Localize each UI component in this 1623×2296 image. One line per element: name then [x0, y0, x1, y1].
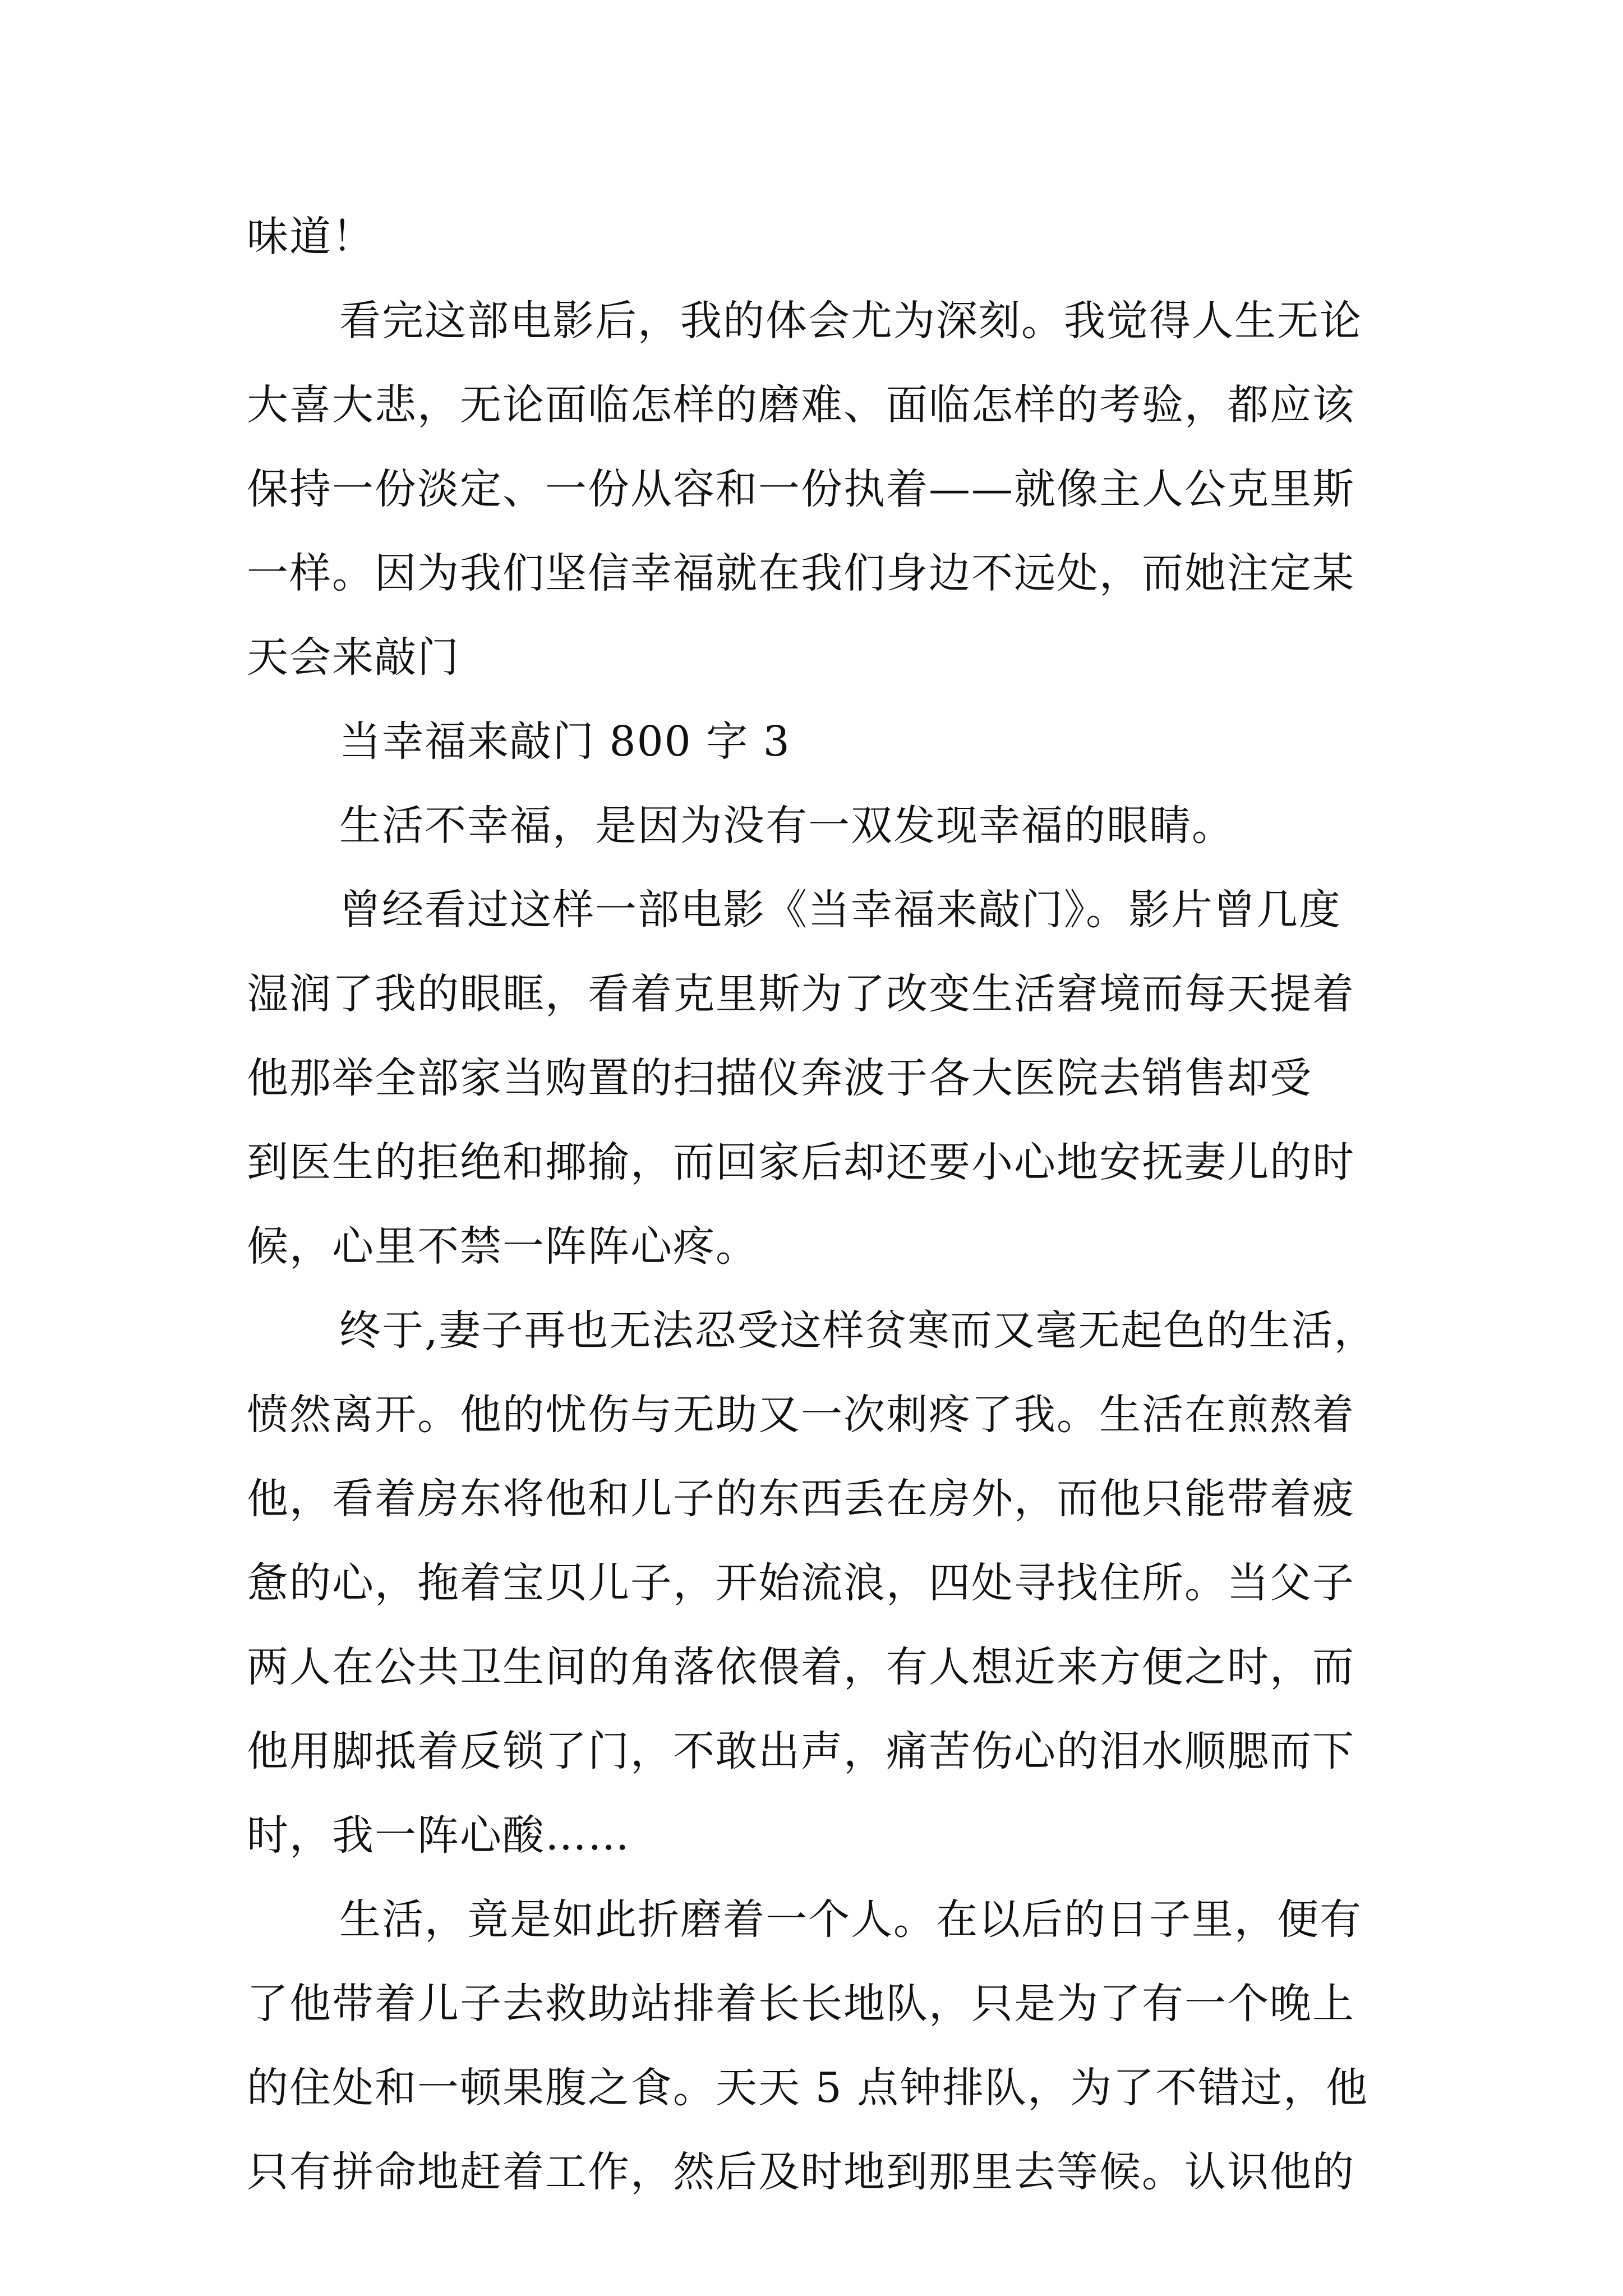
text-line: 一样。因为我们坚信幸福就在我们身边不远处，而她注定某 — [247, 549, 1355, 597]
text-line: 保持一份淡定、一份从容和一份执着——就像主人公克里斯 — [247, 465, 1355, 513]
paragraph-start: 生活，竟是如此折磨着一个人。在以后的日子里，便有 — [339, 1895, 1362, 1944]
text-line: 愤然离开。他的忧伤与无助又一次刺疼了我。生活在煎熬着 — [247, 1391, 1355, 1439]
text-line: 了他带着儿子去救助站排着长长地队，只是为了有一个晚上 — [247, 1980, 1355, 2028]
text-line: 味道！ — [247, 213, 375, 261]
text-line: 的住处和一顿果腹之食。天天 5 点钟排队，为了不错过，他 — [247, 2064, 1369, 2112]
text-line: 湿润了我的眼眶，看着克里斯为了改变生活窘境而每天提着 — [247, 970, 1355, 1018]
paragraph-start: 曾经看过这样一部电影《当幸福来敲门》。影片曾几度 — [339, 886, 1341, 934]
paragraph-start: 终于,妻子再也无法忍受这样贫寒而又毫无起色的生活， — [339, 1306, 1377, 1355]
text-line: 候，心里不禁一阵阵心疼。 — [247, 1222, 758, 1271]
text-line: 他，看着房东将他和儿子的东西丢在房外，而他只能带着疲 — [247, 1475, 1355, 1523]
text-line: 两人在公共卫生间的角落依偎着，有人想近来方便之时，而 — [247, 1643, 1355, 1691]
paragraph-start: 生活不幸福，是因为没有一双发现幸福的眼睛。 — [339, 802, 1234, 850]
text-line: 惫的心，拖着宝贝儿子，开始流浪，四处寻找住所。当父子 — [247, 1559, 1355, 1607]
text-line: 时，我一阵心酸…… — [247, 1811, 630, 1860]
text-line: 他那举全部家当购置的扫描仪奔波于各大医院去销售却受 — [247, 1054, 1312, 1102]
paragraph-start: 看完这部电影后，我的体会尤为深刻。我觉得人生无论 — [339, 297, 1362, 345]
text-line: 他用脚抵着反锁了门，不敢出声，痛苦伤心的泪水顺腮而下 — [247, 1727, 1355, 1775]
text-line: 天会来敲门 — [247, 633, 460, 682]
text-line: 大喜大悲，无论面临怎样的磨难、面临怎样的考验，都应该 — [247, 381, 1355, 429]
text-line: 到医生的拒绝和揶揄，而回家后却还要小心地安抚妻儿的时 — [247, 1138, 1355, 1186]
text-line: 只有拼命地赶着工作，然后及时地到那里去等候。认识他的 — [247, 2148, 1355, 2196]
section-heading: 当幸福来敲门 800 字 3 — [339, 717, 791, 766]
